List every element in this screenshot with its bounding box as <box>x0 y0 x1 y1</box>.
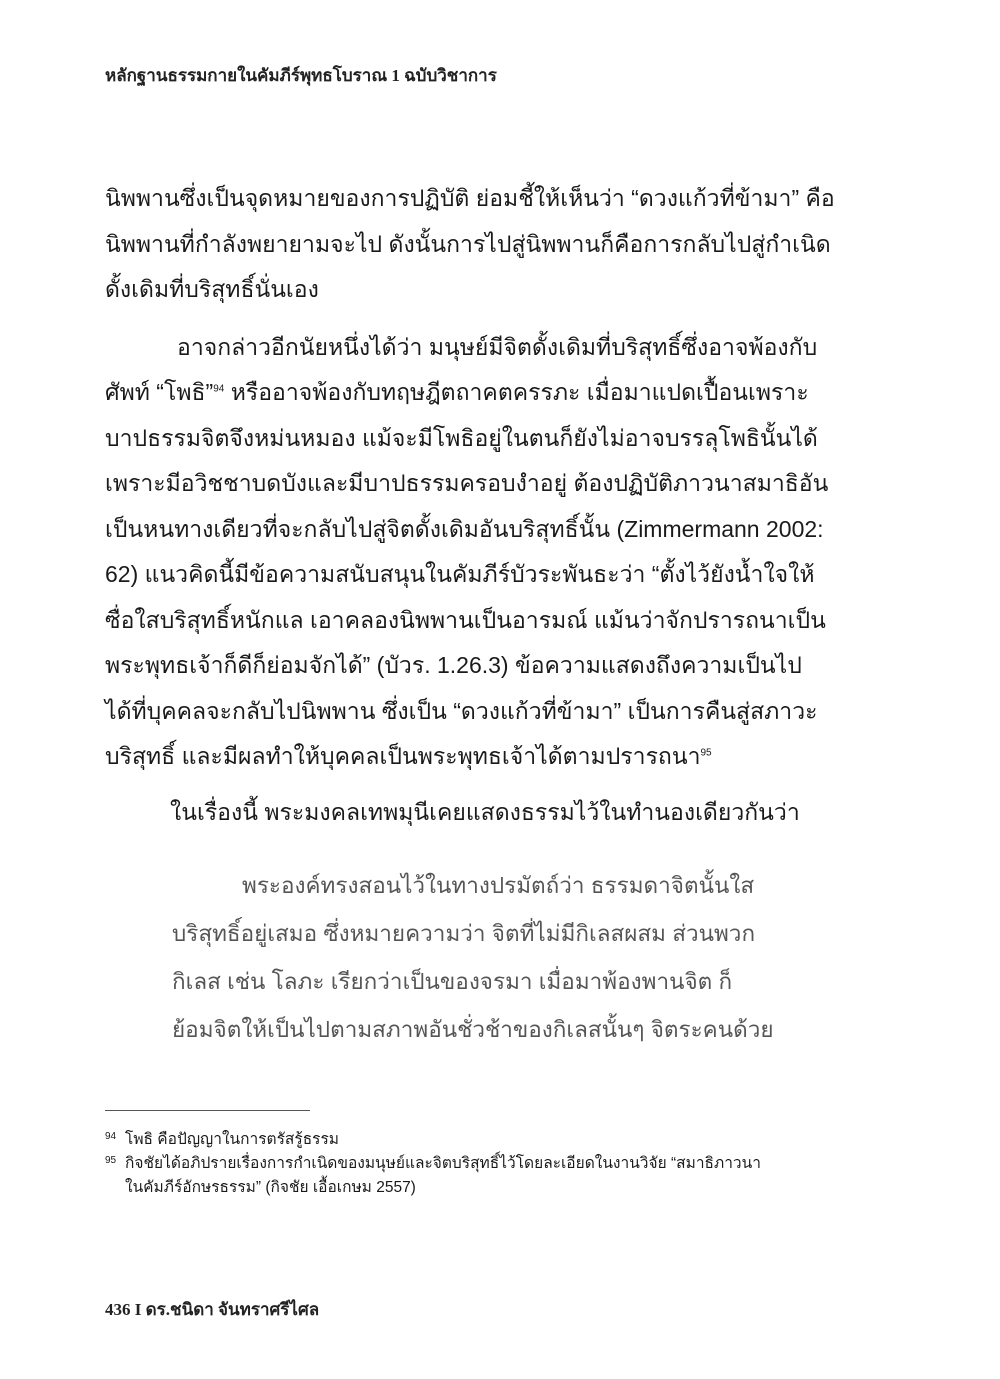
footnote-ref-95[interactable]: 95 <box>700 747 712 759</box>
running-header: หลักฐานธรรมกายในคัมภีร์พุทธโบราณ 1 ฉบับวิชาการ <box>105 66 497 85</box>
body-line: นิพพานซึ่งเป็นจุดหมายของการปฏิบัติ ย่อมชี้ให้เห็นว่า “ดวงแก้วที่ข้ามา” คือ <box>105 185 835 211</box>
footnote-94 <box>105 1128 875 1152</box>
body-line: พระพุทธเจ้าก็ดีก็ย่อมจักได้” (บัวร. 1.26.3) ข้อความแสดงถึงความเป็นไป <box>105 652 802 678</box>
footnote-line: ในคัมภีร์อักษรธรรม” (กิจชัย เอื้อเกษม 2557) <box>125 1179 416 1196</box>
body-line: 62) แนวคิดนี้มีข้อความสนับสนุนในคัมภีร์บัวระพันธะว่า “ตั้งไว้ยังน้ำใจให้ <box>105 561 815 587</box>
footnote-line: กิจชัยได้อภิปรายเรื่องการกำเนิดของมนุษย์และจิตบริสุทธิ์ไว้โดยละเอียดในงานวิจัย “สมาธิภาวนา <box>125 1155 761 1172</box>
body-line <box>105 734 865 780</box>
footnote-number: 95 <box>105 1155 117 1166</box>
quote-line: ย้อมจิตให้เป็นไปตามสภาพอันชั่วช้าของกิเลสนั้นๆ จิตระคนด้วย <box>172 1017 774 1042</box>
quote-line: กิเลส เช่น โลภะ เรียกว่าเป็นของจรมา เมื่อมาพ้องพานจิต ก็ <box>172 969 733 994</box>
body-text: ศัพท์ “โพธิ” <box>105 379 214 405</box>
body-line: ได้ที่บุคคลจะกลับไปนิพพาน ซึ่งเป็น “ดวงแก้วที่ข้ามา” เป็นการคืนสู่สภาวะ <box>105 697 818 724</box>
footnote-divider <box>105 1110 310 1111</box>
body-line: นิพพานที่กำลังพยายามจะไป ดังนั้นการไปสู่นิพพานก็คือการกลับไปสู่กำเนิด <box>105 230 831 257</box>
quote-line: บริสุทธิ์อยู่เสมอ ซึ่งหมายความว่า จิตที่ไม่มีกิเลสผสม ส่วนพวก <box>172 921 756 946</box>
footnotes <box>105 1128 875 1200</box>
footnote-95 <box>105 1152 875 1200</box>
body-text: หรืออาจพ้องกับทฤษฎีตถาคตครรภะ เมื่อมาแปดเปื้อนเพราะ <box>224 379 809 405</box>
body-line: ดั้งเดิมที่บริสุทธิ์นั่นเอง <box>105 276 319 302</box>
body-line: ซื่อใสบริสุทธิ์หนักแล เอาคลองนิพพานเป็นอารมณ์ แม้นว่าจักปรารถนาเป็น <box>105 606 826 633</box>
footnote-text <box>125 1152 875 1200</box>
body-line: เพราะมีอวิชชาบดบังและมีบาปธรรมครอบงำอยู่ ต้องปฏิบัติภาวนาสมาธิอัน <box>105 470 829 496</box>
body-line: เป็นหนทางเดียวที่จะกลับไปสู่จิตดั้งเดิมอันบริสุทธิ์นั้น (Zimmermann 2002: <box>105 515 824 542</box>
body-text: บริสุทธิ์ และมีผลทำให้บุคคลเป็นพระพุทธเจ้าได้ตามปรารถนา <box>105 743 701 769</box>
quote-lead-line: ในเรื่องนี้ พระมงคลเทพมุนีเคยแสดงธรรมไว้ในทำนองเดียวกันว่า <box>170 798 800 825</box>
main-body <box>105 176 865 835</box>
body-line <box>105 370 865 416</box>
footnote-number: 94 <box>105 1131 117 1142</box>
body-line: บาปธรรมจิตจึงหม่นหมอง แม้จะมีโพธิอยู่ในตนก็ยังไม่อาจบรรลุโพธินั้นได้ <box>105 424 818 451</box>
body-line: อาจกล่าวอีกนัยหนึ่งได้ว่า มนุษย์มีจิตดั้งเดิมที่บริสุทธิ์ซึ่งอาจพ้องกับ <box>177 333 818 360</box>
page-footer <box>105 1296 319 1323</box>
author-name: ดร.ชนิดา จันทราศรีไศล <box>145 1300 320 1319</box>
footnote-ref-94[interactable]: 94 <box>213 383 225 395</box>
page-number: 436 <box>105 1300 131 1319</box>
footnote-text: โพธิ คือปัญญาในการตรัสรู้ธรรม <box>125 1131 340 1148</box>
footer-separator: I <box>134 1300 142 1319</box>
quote-line: พระองค์ทรงสอนไว้ในทางปรมัตถ์ว่า ธรรมดาจิตนั้นใส <box>242 873 755 898</box>
block-quote <box>172 862 822 1054</box>
